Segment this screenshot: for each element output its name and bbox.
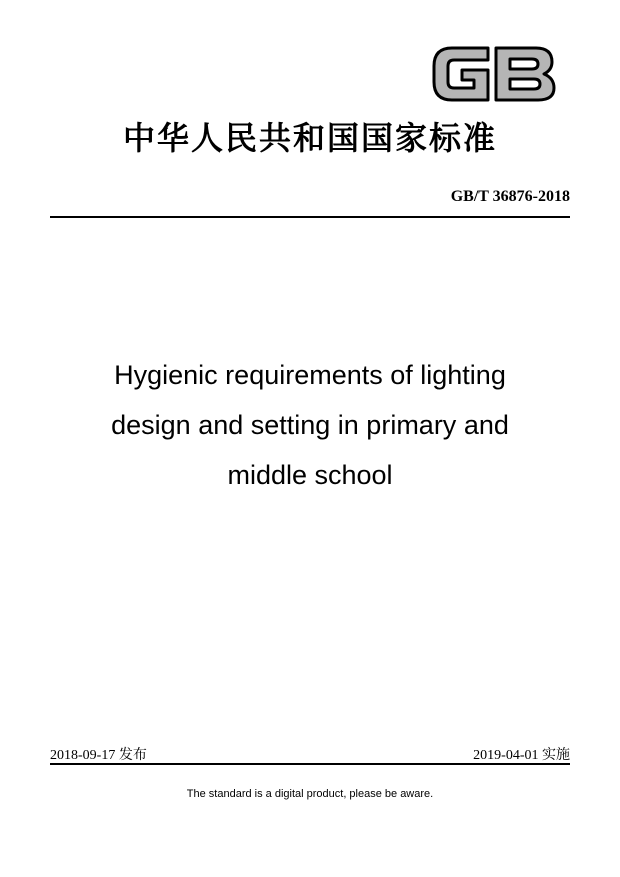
document-title-line-3: middle school (227, 460, 393, 490)
footer-divider (50, 763, 570, 765)
document-title-line-1: Hygienic requirements of lighting (114, 360, 506, 390)
standard-code: GB/T 36876-2018 (450, 188, 570, 205)
header-divider (50, 216, 570, 218)
digital-product-notice: The standard is a digital product, please be aware. (186, 788, 434, 800)
gb-logo-icon (428, 40, 558, 108)
org-title: 中华人民共和国国家标准 (122, 119, 497, 157)
implementation-date: 2019-04-01 实施 (473, 748, 570, 763)
issue-date: 2018-09-17 发布 (50, 748, 147, 763)
document-title-line-2: design and setting in primary and (111, 410, 509, 440)
document-title (60, 350, 560, 500)
